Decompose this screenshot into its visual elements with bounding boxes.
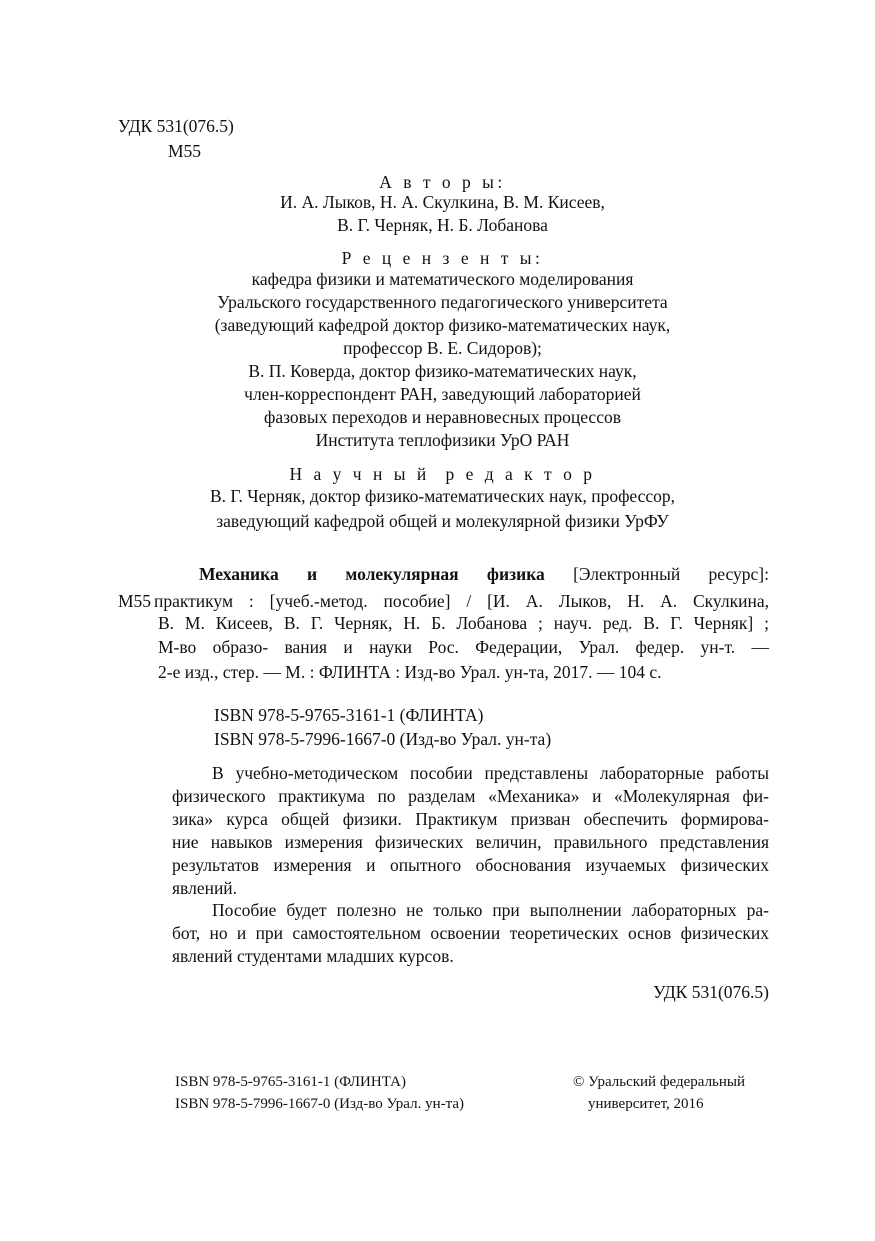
abstract-paragraph-1 xyxy=(172,762,769,900)
reviewer-line: Уральского государственного педагогического университета xyxy=(217,292,668,312)
reviewer-line: член-корреспондент РАН, заведующий лабораторией xyxy=(244,384,641,404)
reviewer-line: кафедра физики и математического моделирования xyxy=(251,269,634,289)
catalog-line-3: В. М. Кисеев, В. Г. Черняк, Н. Б. Лобанова ; науч. ред. В. Г. Черняк] ; xyxy=(158,613,769,633)
authors-line: В. Г. Черняк, Н. Б. Лобанова xyxy=(337,215,548,235)
editor-heading: Н а у ч н ы й р е д а к т о р xyxy=(289,464,596,484)
abstract-line: Пособие будет полезно не только при выполнении лабораторных ра- xyxy=(212,900,769,920)
catalog-line-4: М-во образо- вания и науки Рос. Федерации, Урал. федер. ун-т. — xyxy=(158,637,769,657)
abstract-line: бот, но и при самостоятельном освоении теоретических основ физических xyxy=(172,923,769,943)
isbn-line: ISBN 978-5-7996-1667-0 (Изд-во Урал. ун-та) xyxy=(214,729,552,749)
catalog-line-2: практикум : [учеб.-метод. пособие] / [И. А. Лыков, Н. А. Скулкина, xyxy=(154,591,769,611)
udk-code: УДК 531(076.5) xyxy=(118,116,234,136)
abstract-line: явлений студентами младших курсов. xyxy=(172,946,454,966)
abstract-line: ние навыков измерения физических величин, правильного представления xyxy=(172,832,769,852)
reviewer-line: (заведующий кафедрой доктор физико-математических наук, xyxy=(214,315,671,335)
footer-isbn: ISBN 978-5-9765-3161-1 (ФЛИНТА) xyxy=(175,1074,406,1090)
catalog-line-5: 2-е изд., стер. — М. : ФЛИНТА : Изд-во Урал. ун-та, 2017. — 104 с. xyxy=(158,662,662,682)
reviewer-line: фазовых переходов и неравновесных процессов xyxy=(264,407,621,427)
abstract-line: В учебно-методическом пособии представлены лабораторные работы xyxy=(212,763,769,783)
editor-line: В. Г. Черняк, доктор физико-математических наук, профессор, xyxy=(209,486,676,506)
copyright-line: университет, 2016 xyxy=(588,1096,704,1112)
reviewers-heading: Р е ц е н з е н т ы: xyxy=(341,248,544,268)
abstract-line: результатов измерения и опытного обоснования изучаемых физических xyxy=(172,855,769,875)
reviewer-line: Института теплофизики УрО РАН xyxy=(315,430,570,450)
footer-isbn: ISBN 978-5-7996-1667-0 (Изд-во Урал. ун-та) xyxy=(175,1096,464,1112)
catalog-line-1 xyxy=(199,563,769,586)
abstract-paragraph-2 xyxy=(172,899,769,968)
index-code: М55 xyxy=(168,141,202,161)
copyright-line: © Уральский федеральный xyxy=(573,1074,746,1090)
abstract-line: физического практикума по разделам «Механика» и «Молекулярная фи- xyxy=(172,786,769,806)
book-title: Механика и молекулярная физика xyxy=(199,564,545,584)
catalog-code: М55 xyxy=(118,591,152,611)
reviewer-line: профессор В. Е. Сидоров); xyxy=(343,338,542,358)
editor-line: заведующий кафедрой общей и молекулярной физики УрФУ xyxy=(216,511,669,531)
reviewer-line: В. П. Коверда, доктор физико-математических наук, xyxy=(248,361,637,381)
abstract-line: явлений. xyxy=(172,878,238,898)
authors-heading: А в т о р ы: xyxy=(379,172,506,192)
catalog-resource-note: [Электронный ресурс]: xyxy=(544,564,769,584)
abstract-line: зика» курса общей физики. Практикум призван обеспечить формирова- xyxy=(172,809,769,829)
authors-line: И. А. Лыков, Н. А. Скулкина, В. М. Кисеев, xyxy=(280,192,605,212)
udk-code-bottom: УДК 531(076.5) xyxy=(653,982,769,1002)
isbn-line: ISBN 978-5-9765-3161-1 (ФЛИНТА) xyxy=(214,705,484,725)
